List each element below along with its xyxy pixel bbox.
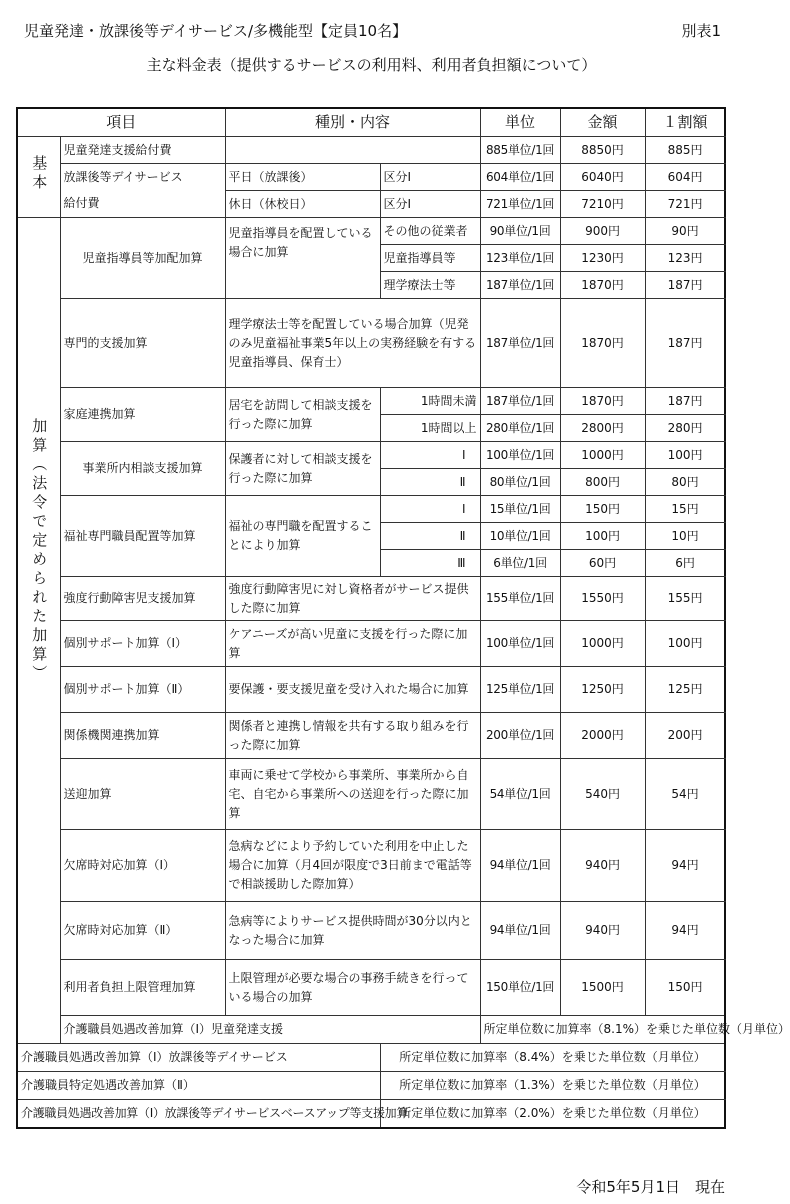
document-subtitle: 主な料金表（提供するサービスの利用料、利用者負担額について） <box>146 56 597 74</box>
unit-cell: 187単位/1回 <box>480 388 560 415</box>
table-row <box>17 218 725 245</box>
share-cell: 80円 <box>645 469 725 496</box>
desc-cell: 居宅を訪問して相談支援を行った際に加算 <box>225 388 380 442</box>
sub-cell: 1時間以上 <box>380 415 480 442</box>
sub-cell: Ⅱ <box>380 523 480 550</box>
sub-cell: 区分Ⅰ <box>380 191 480 218</box>
table-row <box>17 496 725 523</box>
item-name: 欠席時対応加算（Ⅰ） <box>60 830 225 902</box>
table-row <box>17 577 725 621</box>
formula-cell: 所定単位数に加算率（8.4%）を乗じた単位数（月単位） <box>380 1044 725 1072</box>
unit-cell: 187単位/1回 <box>480 272 560 299</box>
table-row <box>17 1016 725 1044</box>
table-row <box>17 299 725 388</box>
share-cell: 6円 <box>645 550 725 577</box>
item-name: 事業所内相談支援加算 <box>60 442 225 496</box>
header-item: 項目 <box>17 108 225 137</box>
table-row <box>17 442 725 469</box>
amount-cell: 150円 <box>560 496 645 523</box>
amount-cell: 8850円 <box>560 137 645 164</box>
table-row <box>17 759 725 830</box>
item-name: 利用者負担上限管理加算 <box>60 960 225 1016</box>
header-amount: 金額 <box>560 108 645 137</box>
table-row <box>17 1072 725 1100</box>
share-cell: 125円 <box>645 667 725 713</box>
item-name: 児童発達支援給付費 <box>60 137 225 164</box>
desc-cell: 強度行動障害児に対し資格者がサービス提供した際に加算 <box>225 577 480 621</box>
share-cell: 200円 <box>645 713 725 759</box>
share-cell: 100円 <box>645 442 725 469</box>
item-name: 介護職員処遇改善加算（Ⅰ）放課後等デイサービス <box>17 1044 380 1072</box>
amount-cell: 1000円 <box>560 621 645 667</box>
share-cell: 54円 <box>645 759 725 830</box>
desc-cell: 保護者に対して相談支援を行った際に加算 <box>225 442 380 496</box>
table-row <box>17 621 725 667</box>
sub-cell: その他の従業者 <box>380 218 480 245</box>
unit-cell: 80単位/1回 <box>480 469 560 496</box>
table-row <box>17 1100 725 1128</box>
share-cell: 604円 <box>645 164 725 191</box>
item-name: 福祉専門職員配置等加算 <box>60 496 225 577</box>
header-type: 種別・内容 <box>225 108 480 137</box>
amount-cell: 6040円 <box>560 164 645 191</box>
document-title: 児童発達・放課後等デイサービス/多機能型【定員10名】 <box>24 22 408 40</box>
table-row <box>17 667 725 713</box>
unit-cell: 6単位/1回 <box>480 550 560 577</box>
formula-cell: 所定単位数に加算率（2.0%）を乗じた単位数（月単位） <box>380 1100 725 1128</box>
amount-cell: 1870円 <box>560 388 645 415</box>
item-name: 送迎加算 <box>60 759 225 830</box>
table-row <box>17 830 725 902</box>
desc-cell: 車両に乗せて学校から事業所、事業所から自宅、自宅から事業所への送迎を行った際に加算 <box>225 759 480 830</box>
desc-cell: 要保護・要支援児童を受け入れた場合に加算 <box>225 667 480 713</box>
desc-cell: 関係者と連携し情報を共有する取り組みを行った際に加算 <box>225 713 480 759</box>
formula-cell: 所定単位数に加算率（1.3%）を乗じた単位数（月単位） <box>380 1072 725 1100</box>
unit-cell: 90単位/1回 <box>480 218 560 245</box>
category-basic: 基本 <box>17 137 60 218</box>
share-cell: 15円 <box>645 496 725 523</box>
desc-cell: 急病等によりサービス提供時間が30分以内となった場合に加算 <box>225 902 480 960</box>
sub-cell: 児童指導員等 <box>380 245 480 272</box>
share-cell: 10円 <box>645 523 725 550</box>
amount-cell: 900円 <box>560 218 645 245</box>
desc-cell: ケアニーズが高い児童に支援を行った際に加算 <box>225 621 480 667</box>
item-name: 家庭連携加算 <box>60 388 225 442</box>
amount-cell: 7210円 <box>560 191 645 218</box>
unit-cell: 200単位/1回 <box>480 713 560 759</box>
share-cell: 187円 <box>645 272 725 299</box>
amount-cell: 2000円 <box>560 713 645 759</box>
table-row <box>17 713 725 759</box>
item-name: 強度行動障害児支援加算 <box>60 577 225 621</box>
header-unit: 単位 <box>480 108 560 137</box>
type-cell <box>225 137 480 164</box>
table-row <box>17 1044 725 1072</box>
item-name: 給付費 <box>60 191 225 218</box>
sub-cell: Ⅲ <box>380 550 480 577</box>
desc-cell: 理学療法士等を配置している場合加算（児発のみ児童福祉事業5年以上の実務経験を有する児童指導員、保育士） <box>225 299 480 388</box>
item-name: 放課後等デイサービス <box>60 164 225 191</box>
amount-cell: 100円 <box>560 523 645 550</box>
unit-cell: 187単位/1回 <box>480 299 560 388</box>
item-name: 介護職員特定処遇改善加算（Ⅱ） <box>17 1072 380 1100</box>
desc-cell: 児童指導員を配置している場合に加算 <box>225 218 380 299</box>
share-cell: 885円 <box>645 137 725 164</box>
item-name: 介護職員処遇改善加算（Ⅰ）放課後等デイサービスベースアップ等支援加算 <box>17 1100 380 1128</box>
share-cell: 90円 <box>645 218 725 245</box>
share-cell: 100円 <box>645 621 725 667</box>
share-cell: 187円 <box>645 299 725 388</box>
amount-cell: 1870円 <box>560 272 645 299</box>
item-name: 児童指導員等加配加算 <box>60 218 225 299</box>
share-cell: 187円 <box>645 388 725 415</box>
unit-cell: 885単位/1回 <box>480 137 560 164</box>
unit-cell: 15単位/1回 <box>480 496 560 523</box>
item-name: 介護職員処遇改善加算（Ⅰ）児童発達支援 <box>60 1016 480 1044</box>
sub-cell: Ⅱ <box>380 469 480 496</box>
type-cell: 平日（放課後） <box>225 164 380 191</box>
amount-cell: 1870円 <box>560 299 645 388</box>
unit-cell: 155単位/1回 <box>480 577 560 621</box>
fee-table <box>16 107 790 1129</box>
unit-cell: 123単位/1回 <box>480 245 560 272</box>
share-cell: 123円 <box>645 245 725 272</box>
desc-cell: 上限管理が必要な場合の事務手続きを行っている場合の加算 <box>225 960 480 1016</box>
formula-cell: 所定単位数に加算率（8.1%）を乗じた単位数（月単位） <box>480 1016 725 1044</box>
table-row <box>17 191 725 218</box>
sub-cell: 理学療法士等 <box>380 272 480 299</box>
unit-cell: 125単位/1回 <box>480 667 560 713</box>
table-row <box>17 960 725 1016</box>
amount-cell: 1230円 <box>560 245 645 272</box>
table-row <box>17 902 725 960</box>
item-name: 専門的支援加算 <box>60 299 225 388</box>
share-cell: 155円 <box>645 577 725 621</box>
table-row <box>17 137 725 164</box>
sub-cell: 1時間未満 <box>380 388 480 415</box>
unit-cell: 54単位/1回 <box>480 759 560 830</box>
share-cell: 94円 <box>645 902 725 960</box>
share-cell: 150円 <box>645 960 725 1016</box>
table-row <box>17 388 725 415</box>
header-share: １割額 <box>645 108 725 137</box>
amount-cell: 540円 <box>560 759 645 830</box>
unit-cell: 721単位/1回 <box>480 191 560 218</box>
unit-cell: 94単位/1回 <box>480 830 560 902</box>
item-name: 個別サポート加算（Ⅱ） <box>60 667 225 713</box>
unit-cell: 100単位/1回 <box>480 442 560 469</box>
type-cell: 休日（休校日） <box>225 191 380 218</box>
sub-cell: 区分Ⅰ <box>380 164 480 191</box>
unit-cell: 604単位/1回 <box>480 164 560 191</box>
amount-cell: 2800円 <box>560 415 645 442</box>
sub-cell: Ⅰ <box>380 442 480 469</box>
desc-cell: 急病などにより予約していた利用を中止した場合に加算（月4回が限度で3日前まで電話等で相談援助した際加算） <box>225 830 480 902</box>
unit-cell: 150単位/1回 <box>480 960 560 1016</box>
unit-cell: 94単位/1回 <box>480 902 560 960</box>
amount-cell: 1000円 <box>560 442 645 469</box>
amount-cell: 940円 <box>560 830 645 902</box>
sub-cell: Ⅰ <box>380 496 480 523</box>
table-row <box>17 164 725 191</box>
unit-cell: 10単位/1回 <box>480 523 560 550</box>
amount-cell: 1550円 <box>560 577 645 621</box>
unit-cell: 100単位/1回 <box>480 621 560 667</box>
amount-cell: 940円 <box>560 902 645 960</box>
amount-cell: 800円 <box>560 469 645 496</box>
share-cell: 721円 <box>645 191 725 218</box>
share-cell: 94円 <box>645 830 725 902</box>
as-of-date: 令和5年5月1日 現在 <box>576 1178 725 1196</box>
amount-cell: 60円 <box>560 550 645 577</box>
share-cell: 280円 <box>645 415 725 442</box>
item-name: 関係機関連携加算 <box>60 713 225 759</box>
category-addition: 加算（法令で定められた加算） <box>17 218 60 1044</box>
annex-label: 別表1 <box>681 22 721 40</box>
item-name: 欠席時対応加算（Ⅱ） <box>60 902 225 960</box>
unit-cell: 280単位/1回 <box>480 415 560 442</box>
item-name: 個別サポート加算（Ⅰ） <box>60 621 225 667</box>
table-header-row <box>17 108 725 137</box>
amount-cell: 1500円 <box>560 960 645 1016</box>
desc-cell: 福祉の専門職を配置することにより加算 <box>225 496 380 577</box>
amount-cell: 1250円 <box>560 667 645 713</box>
